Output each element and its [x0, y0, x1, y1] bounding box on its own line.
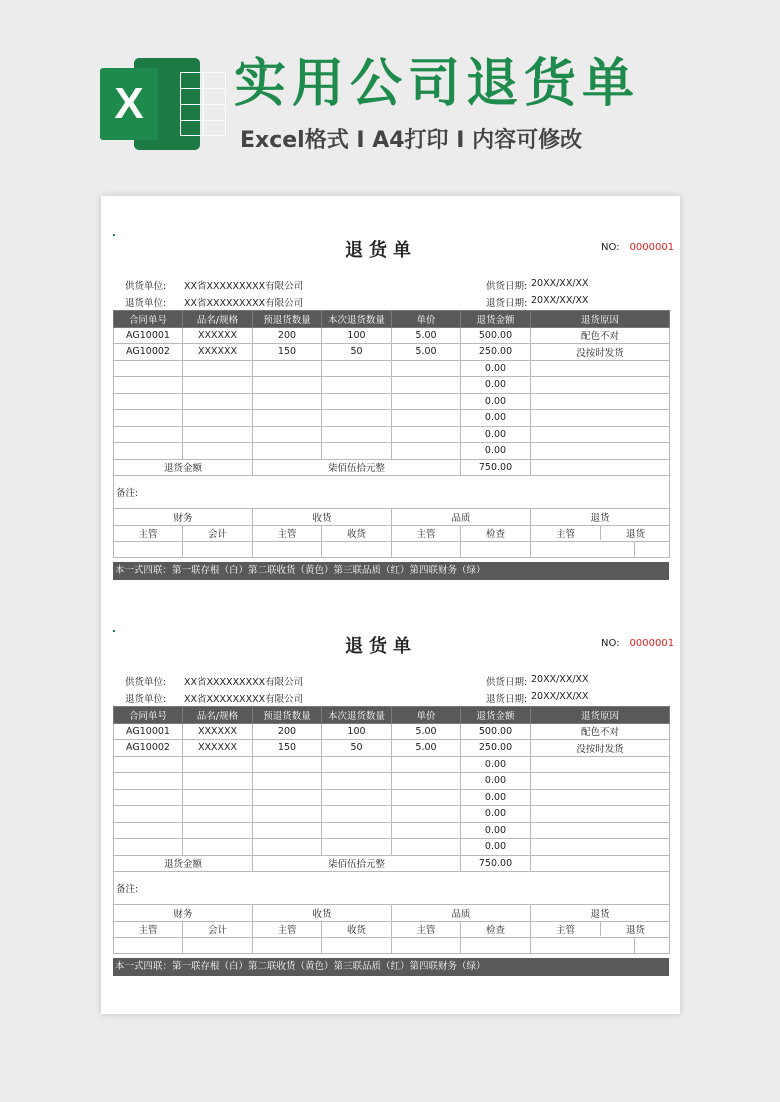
form-number-value: 0000001 [629, 242, 675, 253]
return-date-label: 退货日期: [486, 298, 528, 309]
table-cell: 没按时发货 [531, 344, 670, 361]
returner-value: XX省XXXXXXXXX有限公司 [184, 298, 304, 309]
table-cell: 5.00 [392, 740, 461, 757]
table-cell [531, 377, 670, 394]
table-row [114, 360, 670, 377]
column-header: 退货金额 [461, 311, 531, 328]
table-cell [253, 839, 322, 856]
table-cell: 0.00 [461, 393, 531, 410]
table-cell: 250.00 [461, 740, 531, 757]
cell-marker [113, 630, 115, 632]
total-row [114, 459, 670, 476]
signature-cell[interactable] [461, 542, 531, 558]
table-cell: XXXXXX [183, 723, 253, 740]
table-cell [114, 806, 183, 823]
table-row [114, 740, 670, 757]
table-cell [183, 822, 253, 839]
signature-cell[interactable] [461, 938, 531, 954]
table-cell: 0.00 [461, 410, 531, 427]
department-row [114, 509, 670, 526]
signature-cell[interactable] [183, 542, 253, 558]
supplier-value: XX省XXXXXXXXX有限公司 [184, 281, 304, 292]
returner-label: 退货单位: [125, 694, 167, 705]
table-cell [392, 426, 461, 443]
table-cell [253, 806, 322, 823]
table-cell [114, 773, 183, 790]
table-cell [392, 773, 461, 790]
role-row [114, 921, 670, 938]
table-cell [392, 410, 461, 427]
supply-date-label: 供货日期: [486, 677, 528, 688]
returner-label: 退货单位: [125, 298, 167, 309]
role-cell: 主管 [114, 525, 183, 542]
supplier-value: XX省XXXXXXXXX有限公司 [184, 677, 304, 688]
table-cell: 0.00 [461, 789, 531, 806]
table-cell [183, 410, 253, 427]
table-cell: 5.00 [392, 723, 461, 740]
table-cell: 150 [253, 344, 322, 361]
table-cell [531, 410, 670, 427]
table-cell: XXXXXX [183, 327, 253, 344]
table-cell: 0.00 [461, 756, 531, 773]
table-cell: 0.00 [461, 822, 531, 839]
table-cell: 配色不对 [531, 723, 670, 740]
table-cell: AG10001 [114, 723, 183, 740]
table-row [114, 327, 670, 344]
table-cell [183, 806, 253, 823]
table-cell [114, 426, 183, 443]
column-header: 本次退货数量 [322, 311, 392, 328]
signature-cell[interactable] [253, 938, 322, 954]
table-cell [322, 773, 392, 790]
table-cell [531, 393, 670, 410]
form-number-label: NO: [601, 638, 620, 649]
table-cell [183, 426, 253, 443]
table-cell [114, 756, 183, 773]
return-table [113, 310, 670, 558]
page-subtitle: Excel格式 I A4打印 I 内容可修改 [240, 128, 583, 153]
cell-marker [113, 234, 115, 236]
table-row [114, 426, 670, 443]
table-cell [114, 839, 183, 856]
table-cell: XXXXXX [183, 740, 253, 757]
column-header: 合同单号 [114, 707, 183, 724]
table-cell: 0.00 [461, 839, 531, 856]
signature-cell[interactable] [392, 938, 461, 954]
table-cell [183, 377, 253, 394]
department-quality: 品质 [392, 905, 531, 922]
role-cell: 检查 [461, 921, 531, 938]
table-cell [392, 822, 461, 839]
signature-cell[interactable] [531, 542, 670, 558]
table-row [114, 806, 670, 823]
table-cell: 0.00 [461, 360, 531, 377]
remark-label: 备注: [114, 476, 670, 509]
table-cell [183, 839, 253, 856]
department-receiving: 收货 [253, 509, 392, 526]
column-header: 合同单号 [114, 311, 183, 328]
remark-label: 备注: [114, 872, 670, 905]
table-cell [531, 426, 670, 443]
total-label: 退货金额 [114, 855, 253, 872]
table-row [114, 839, 670, 856]
excel-logo-icon: X [100, 58, 200, 150]
table-cell [114, 789, 183, 806]
table-row [114, 773, 670, 790]
column-header: 本次退货数量 [322, 707, 392, 724]
column-header: 退货原因 [531, 707, 670, 724]
table-cell [114, 822, 183, 839]
table-cell [392, 789, 461, 806]
table-cell: 500.00 [461, 327, 531, 344]
total-in-words: 柒佰伍拾元整 [253, 459, 461, 476]
form-title: 退货单 [345, 636, 417, 657]
table-cell [392, 377, 461, 394]
column-header: 预退货数量 [253, 311, 322, 328]
table-cell [183, 756, 253, 773]
document-page [101, 196, 680, 1014]
table-row [114, 377, 670, 394]
table-cell [531, 789, 670, 806]
column-header: 退货金额 [461, 707, 531, 724]
role-cell: 检查 [461, 525, 531, 542]
table-row [114, 344, 670, 361]
table-header-row [114, 707, 670, 724]
table-cell [531, 443, 670, 460]
table-cell [253, 377, 322, 394]
form-number-value: 0000001 [629, 638, 675, 649]
form-number [601, 242, 674, 253]
table-cell [114, 393, 183, 410]
signature-cell[interactable] [322, 542, 392, 558]
table-cell [322, 789, 392, 806]
department-return: 退货 [531, 905, 670, 922]
supply-date-value: 20XX/XX/XX [531, 674, 589, 685]
role-cell: 主管 [392, 525, 461, 542]
table-cell: 0.00 [461, 426, 531, 443]
department-finance: 财务 [114, 905, 253, 922]
returner-value: XX省XXXXXXXXX有限公司 [184, 694, 304, 705]
table-cell [114, 360, 183, 377]
table-cell [322, 360, 392, 377]
supplier-label: 供货单位: [125, 677, 167, 688]
table-cell [392, 393, 461, 410]
table-cell [322, 822, 392, 839]
table-cell [392, 839, 461, 856]
table-cell [253, 426, 322, 443]
table-cell: 500.00 [461, 723, 531, 740]
table-cell: 0.00 [461, 773, 531, 790]
table-cell [322, 443, 392, 460]
table-cell: 100 [322, 327, 392, 344]
table-cell [531, 773, 670, 790]
role-cell: 主管 退货 [531, 921, 670, 938]
table-cell [183, 789, 253, 806]
table-cell [531, 839, 670, 856]
form-number-label: NO: [601, 242, 620, 253]
supplier-label: 供货单位: [125, 281, 167, 292]
page-title: 实用公司退货单 [234, 54, 641, 114]
role-cell: 会计 [183, 525, 253, 542]
column-header: 退货原因 [531, 311, 670, 328]
total-amount: 750.00 [461, 459, 531, 476]
table-cell [392, 360, 461, 377]
form-title: 退货单 [345, 240, 417, 261]
signature-cell[interactable] [114, 542, 183, 558]
table-cell: 5.00 [392, 344, 461, 361]
table-cell: 250.00 [461, 344, 531, 361]
department-row [114, 905, 670, 922]
role-cell: 主管 [392, 921, 461, 938]
column-header: 品名/规格 [183, 311, 253, 328]
return-date-value: 20XX/XX/XX [531, 691, 589, 702]
role-cell: 主管 退货 [531, 525, 670, 542]
table-cell [183, 393, 253, 410]
table-row [114, 393, 670, 410]
remark-row [114, 872, 670, 905]
table-cell: 200 [253, 327, 322, 344]
table-cell: 50 [322, 740, 392, 757]
signature-cell[interactable] [114, 938, 183, 954]
role-cell: 收货 [322, 525, 392, 542]
table-cell [531, 459, 670, 476]
table-cell: AG10001 [114, 327, 183, 344]
department-finance: 财务 [114, 509, 253, 526]
table-cell: 配色不对 [531, 327, 670, 344]
table-cell [183, 360, 253, 377]
column-header: 预退货数量 [253, 707, 322, 724]
table-cell [322, 393, 392, 410]
table-cell: AG10002 [114, 740, 183, 757]
column-header: 单价 [392, 311, 461, 328]
table-cell [114, 443, 183, 460]
table-cell [114, 377, 183, 394]
role-cell: 收货 [322, 921, 392, 938]
table-row [114, 822, 670, 839]
signature-cell[interactable] [392, 542, 461, 558]
table-cell: 0.00 [461, 377, 531, 394]
role-cell: 主管 [253, 525, 322, 542]
table-cell: 150 [253, 740, 322, 757]
table-cell [322, 806, 392, 823]
table-cell: 100 [322, 723, 392, 740]
table-cell [322, 839, 392, 856]
department-quality: 品质 [392, 509, 531, 526]
table-cell [322, 756, 392, 773]
column-header: 品名/规格 [183, 707, 253, 724]
table-cell: 50 [322, 344, 392, 361]
table-cell: 0.00 [461, 806, 531, 823]
total-label: 退货金额 [114, 459, 253, 476]
role-row [114, 525, 670, 542]
table-row [114, 723, 670, 740]
table-cell [531, 360, 670, 377]
table-cell [392, 443, 461, 460]
table-cell [253, 393, 322, 410]
table-cell [253, 789, 322, 806]
table-cell [253, 822, 322, 839]
return-date-value: 20XX/XX/XX [531, 295, 589, 306]
column-header: 单价 [392, 707, 461, 724]
signature-cell[interactable] [322, 938, 392, 954]
table-cell [531, 855, 670, 872]
table-cell [531, 806, 670, 823]
header-banner [0, 0, 780, 196]
table-cell [531, 756, 670, 773]
signature-cell[interactable] [183, 938, 253, 954]
total-in-words: 柒佰伍拾元整 [253, 855, 461, 872]
table-cell [531, 822, 670, 839]
footer-note: 本一式四联：第一联存根（白）第二联收货（黄色）第三联品质（红）第四联财务（绿） [113, 562, 669, 580]
table-cell: 200 [253, 723, 322, 740]
department-receiving: 收货 [253, 905, 392, 922]
table-cell [253, 410, 322, 427]
total-amount: 750.00 [461, 855, 531, 872]
table-cell [114, 410, 183, 427]
footer-note: 本一式四联：第一联存根（白）第二联收货（黄色）第三联品质（红）第四联财务（绿） [113, 958, 669, 976]
signature-cell[interactable] [531, 938, 670, 954]
table-cell: 0.00 [461, 443, 531, 460]
table-cell [253, 443, 322, 460]
department-return: 退货 [531, 509, 670, 526]
table-cell: 5.00 [392, 327, 461, 344]
table-row [114, 410, 670, 427]
table-row [114, 443, 670, 460]
table-cell: 没按时发货 [531, 740, 670, 757]
role-cell: 会计 [183, 921, 253, 938]
role-cell: 主管 [114, 921, 183, 938]
form-number [601, 638, 674, 649]
role-cell: 主管 [253, 921, 322, 938]
total-row [114, 855, 670, 872]
table-cell [253, 773, 322, 790]
table-header-row [114, 311, 670, 328]
signature-row [114, 542, 670, 558]
table-cell [322, 377, 392, 394]
table-cell: AG10002 [114, 344, 183, 361]
table-cell: XXXXXX [183, 344, 253, 361]
table-row [114, 789, 670, 806]
remark-row [114, 476, 670, 509]
signature-cell[interactable] [253, 542, 322, 558]
supply-date-value: 20XX/XX/XX [531, 278, 589, 289]
return-date-label: 退货日期: [486, 694, 528, 705]
table-cell [322, 410, 392, 427]
table-cell [253, 360, 322, 377]
table-cell [322, 426, 392, 443]
signature-row [114, 938, 670, 954]
supply-date-label: 供货日期: [486, 281, 528, 292]
table-row [114, 756, 670, 773]
table-cell [183, 773, 253, 790]
table-cell [253, 756, 322, 773]
return-table [113, 706, 670, 954]
table-cell [183, 443, 253, 460]
table-cell [392, 756, 461, 773]
table-cell [392, 806, 461, 823]
